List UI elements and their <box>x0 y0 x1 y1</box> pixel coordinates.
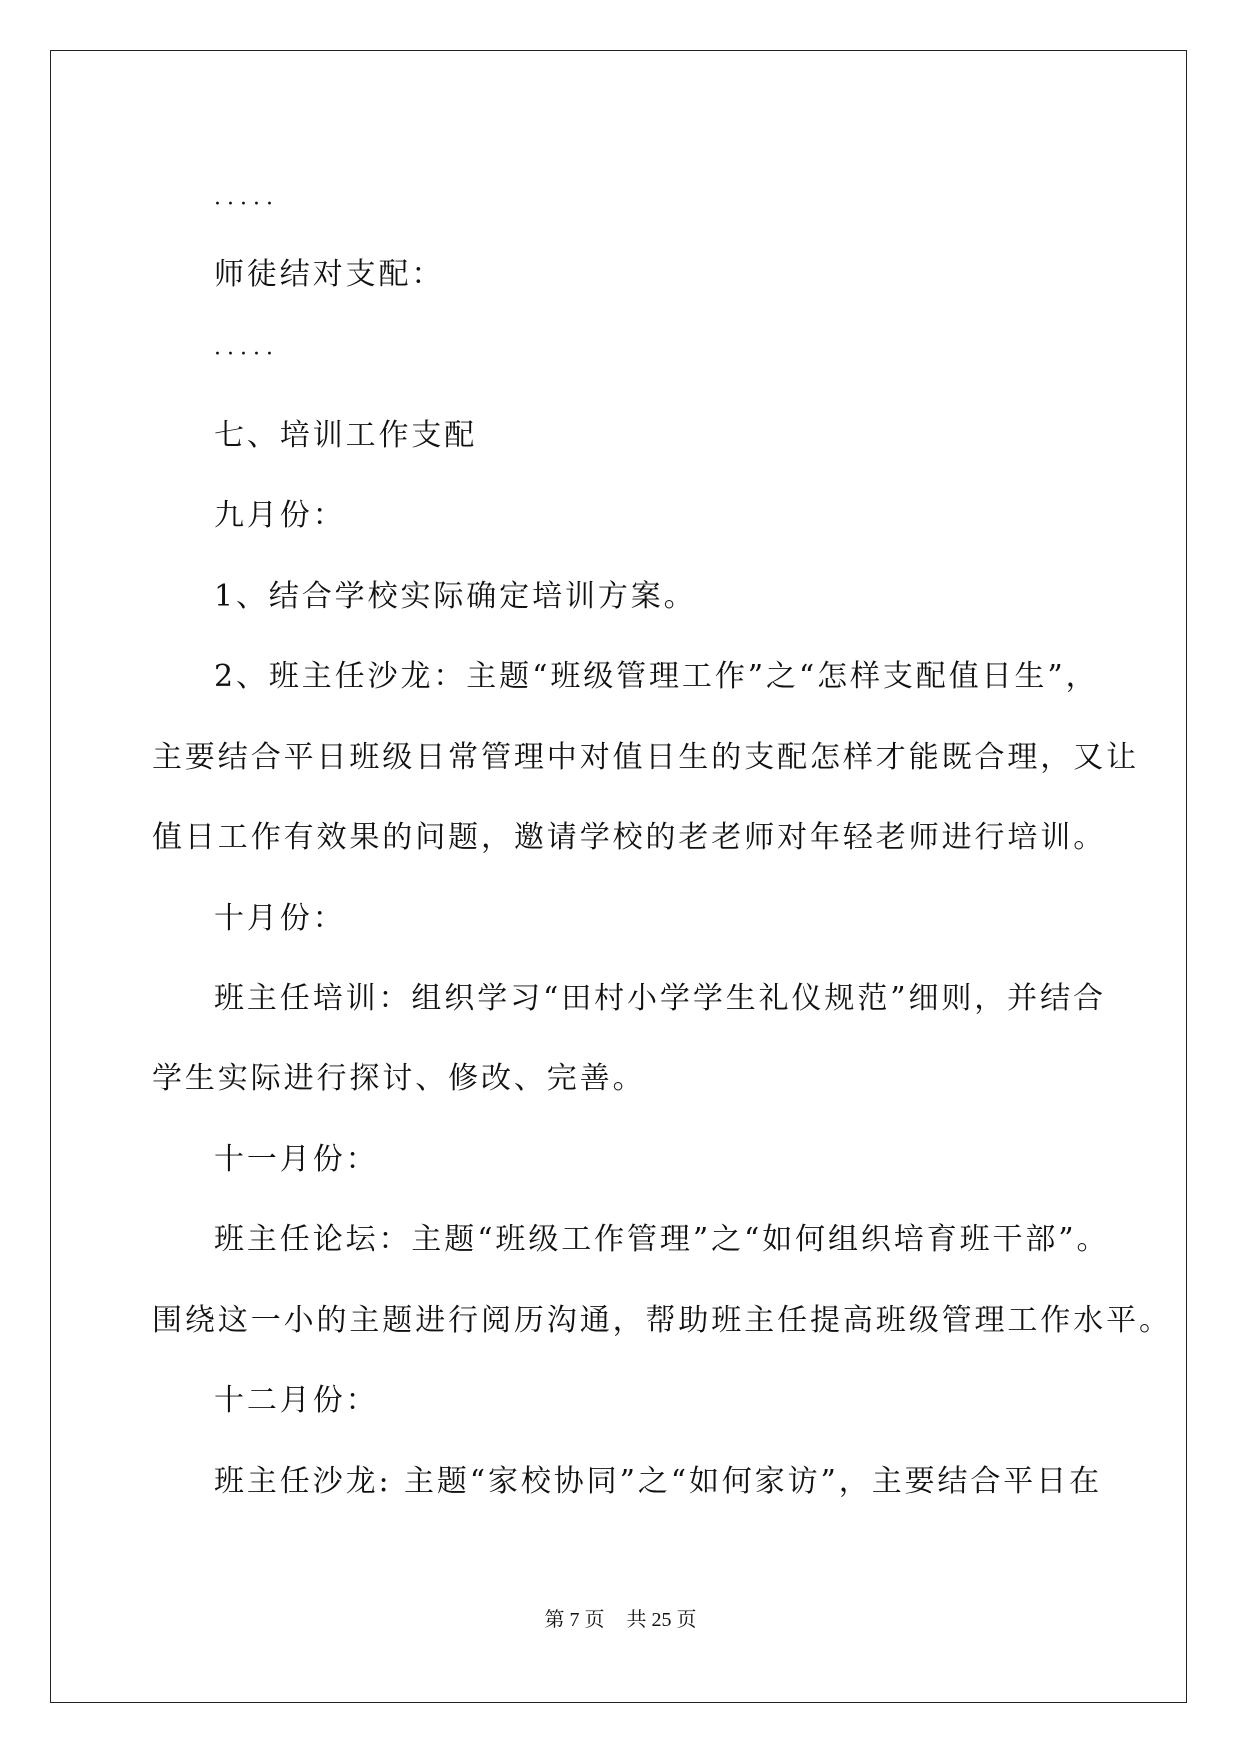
ellipsis-line: ····· <box>214 192 279 217</box>
body-line: 班主任培训：组织学习“田村小学学生礼仪规范”细则，并结合 <box>214 981 1106 1016</box>
month-heading: 十一月份： <box>214 1142 379 1177</box>
body-line: 围绕这一小的主题进行阅历沟通，帮助班主任提高班级管理工作水平。 <box>152 1303 1172 1338</box>
section-heading: 七、培训工作支配 <box>214 418 478 453</box>
body-line: 主要结合平日班级日常管理中对值日生的支配怎样才能既合理，又让 <box>152 740 1139 775</box>
month-heading: 十二月份： <box>214 1383 379 1418</box>
body-line: 2、班主任沙龙：主题“班级管理工作”之“怎样支配值日生”， <box>214 659 1099 694</box>
body-line: 1、结合学校实际确定培训方案。 <box>214 579 697 614</box>
page-border <box>50 50 1187 1703</box>
page-number: 第 7 页 <box>544 1609 605 1631</box>
month-heading: 九月份： <box>214 498 346 533</box>
page-footer <box>0 1608 1241 1632</box>
body-line: 班主任沙龙: 主题“家校协同”之“如何家访”，主要结合平日在 <box>214 1464 1102 1499</box>
month-heading: 十月份： <box>214 901 346 936</box>
page-total: 共 25 页 <box>626 1609 697 1631</box>
body-line: 班主任论坛：主题“班级工作管理”之“如何组织培育班干部”。 <box>214 1222 1110 1257</box>
body-line: 学生实际进行探讨、修改、完善。 <box>152 1061 646 1096</box>
ellipsis-line: ····· <box>214 342 279 367</box>
body-line: 师徒结对支配： <box>214 257 445 292</box>
body-line: 值日工作有效果的问题，邀请学校的老老师对年轻老师进行培训。 <box>152 820 1107 855</box>
